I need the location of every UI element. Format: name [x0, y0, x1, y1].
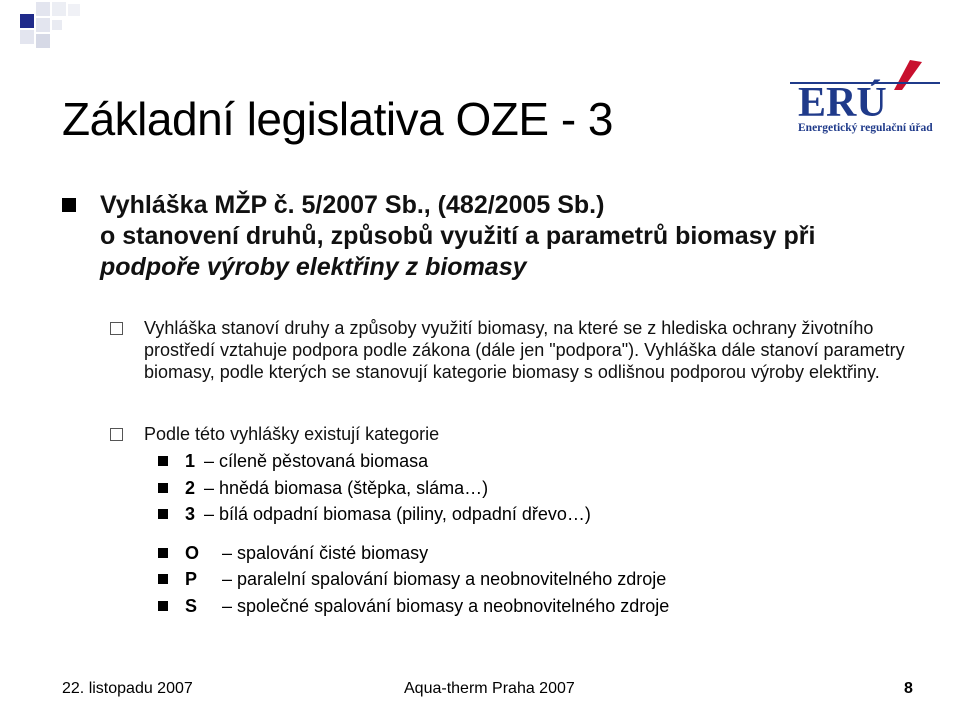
hollow-square-bullet-icon [110, 428, 123, 441]
slide-title: Základní legislativa OZE - 3 [62, 93, 614, 145]
mode-desc: – spalování čisté biomasy [222, 543, 429, 563]
main-bullet-line-3: podpoře výroby elektřiny z biomasy [100, 253, 527, 281]
eru-logo-wordmark: ERÚ [798, 80, 887, 126]
bullet-square-icon [158, 601, 168, 611]
bullet-square-icon [158, 548, 168, 558]
category-desc: – cíleně pěstovaná biomasa [204, 451, 429, 471]
bullet-square-icon [158, 483, 168, 493]
page-number: 8 [904, 680, 913, 697]
sub-bullet-categories [110, 423, 910, 445]
footer-date: 22. listopadu 2007 [62, 680, 193, 697]
sub-bullet-description [110, 317, 910, 383]
mode-code: O [185, 543, 200, 563]
mode-desc: – paralelní spalování biomasy a neobnovitelného zdroje [222, 569, 667, 589]
main-bullet [62, 190, 922, 283]
hollow-square-bullet-icon [110, 322, 123, 335]
mode-code: S [185, 596, 198, 616]
eru-logo-subtitle: Energetický regulační úřad [798, 122, 933, 134]
bullet-square-icon [158, 509, 168, 519]
mode-desc: – společné spalování biomasy a neobnovitelného zdroje [222, 596, 670, 616]
bullet-square-icon [158, 456, 168, 466]
bullet-square-icon [158, 574, 168, 584]
main-bullet-line-1: Vyhláška MŽP č. 5/2007 Sb., (482/2005 Sb.) [100, 191, 605, 219]
eru-logo [790, 58, 940, 138]
corner-decoration [0, 0, 90, 60]
sub-bullet-text: Podle této vyhlášky existují kategorie [144, 424, 440, 444]
category-code: 3 [185, 504, 196, 524]
category-code: 2 [185, 478, 196, 498]
category-desc: – hnědá biomasa (štěpka, sláma…) [204, 478, 489, 498]
category-code: 1 [185, 451, 196, 471]
bullet-square-icon [62, 198, 76, 212]
category-desc: – bílá odpadní biomasa (piliny, odpadní dřevo…) [204, 504, 591, 524]
footer-event: Aqua-therm Praha 2007 [404, 680, 575, 697]
mode-code: P [185, 569, 198, 589]
main-bullet-line-2: o stanovení druhů, způsobů využití a parametrů biomasy při [100, 222, 816, 250]
sub-bullet-text: Vyhláška stanoví druhy a způsoby využití biomasy, na které se z hlediska ochrany životního prostředí vztahuje podpora podle zákona (dále jen "podpora"). Vyhláška dále stanoví parametry biomasy, podle kterých se stanovují kategorie biomasy s odlišnou podporou výroby elektřiny. [144, 318, 905, 382]
